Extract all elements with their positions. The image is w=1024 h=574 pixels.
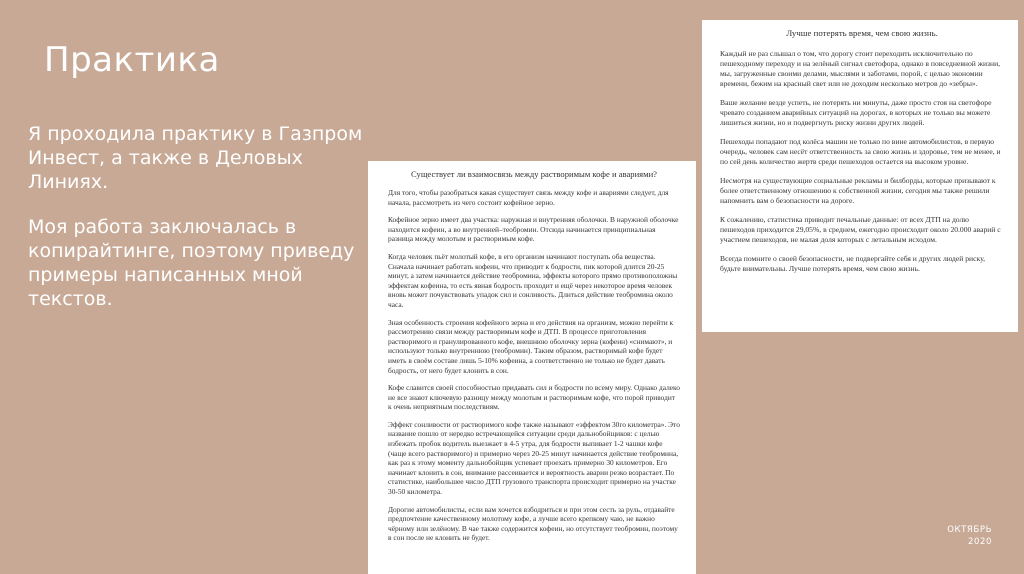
description-text: Моя работа заключалась в копирайтинге, поэтому приведу примеры написанных мной текстов. bbox=[28, 216, 355, 310]
document-right-paragraph: Несмотря на существующие социальные рекламы и билборды, которые призывают к более ответственному отношению к собственной жизни, сегодня мы также решили напомнить вам о безопасности на дороге. bbox=[720, 176, 996, 205]
document-right-title: Лучше потерять время, чем свою жизнь. bbox=[786, 28, 938, 38]
slide-title: Практика bbox=[44, 40, 220, 80]
document-right-paragraph: Пешеходы попадают под колёса машин не только по вине автомобилистов, в первую очередь, человек сам несёт ответственность за свою жизнь и здоровье, тем не менее, и по сей день количество жертв среди пешеходов остается на высоком уровне. bbox=[720, 137, 1001, 166]
document-right-paragraph: К сожалению, статистика приводит печальные данные: от всех ДТП на долю пешеходов приходится 29,05%, в среднем, ежегодно происходит около 20.000 аварий с участием пешеходов, не малая доля которых с летальным исходом. bbox=[720, 215, 1001, 244]
document-left-paragraph: Когда человек пьёт молотый кофе, в его организм начинают поступать оба вещества. Сначала начинает работать кофеин, что приводит к бодрости, пик которой длится 20-25 минут, а затем начинается действие теобромина, эффекты которого прямо противоположны эффектам кофеина, то есть явная бодрость проходит и ещё через некоторое время человек вновь может почувствовать упадок сил и сонливость. Длиться действие теобромина около часа. bbox=[388, 251, 678, 309]
document-left-paragraph: Зная особенность строения кофейного зерна и его действия на организм, можно перейти к рассмотрению связи между растворимым кофе и ДТП. В процессе приготовления растворимого и гранулированного кофе, внешнюю оболочку зерна (кофеин) «снимают», и используют только внутреннюю (теобромин). Таким образом, растворимый кофе будет иметь в своём составе лишь 5-10% кофеина, а соответственно не только не будет давать бодрость, от него будет клонить в сон. bbox=[388, 317, 674, 375]
slide-body bbox=[28, 122, 373, 332]
document-right-paragraph: Ваше желание везде успеть, не потерять ни минуты, даже просто стоя на светофоре чревато созданием аварийных ситуаций на дорогах, в которых не только вы можете лишиться жизни, но и подвергнуть риску жизни других людей. bbox=[720, 98, 992, 127]
intro-text: Я проходила практику в Газпром Инвест, а также в Деловых Линиях. bbox=[28, 123, 363, 193]
document-left-paragraph: Эффект сонливости от растворимого кофе также называют «эффектом 30го километра». Это название пошло от нередко встречающейся ситуации среди дальнобойщиков: с целью избежать пробок водитель выезжает в 4-5 утра, для бодрости выпивает 1-2 чашки кофе (чаще всего растворимого) и примерно через 20-25 минут начинается действие теобромина, как раз к этому моменту дальнобойщик успевает проехать примерно 30 километров. Его начинает клонить в сон, внимание рассеивается и вероятность аварии резко возрастает. По статистике, наибольшее число ДТП грузового транспорта происходит примерно на участке 30-50 километра. bbox=[388, 419, 680, 497]
document-right-paragraph: Всегда помните о своей безопасности, не подвергайте себя и других людей риску, будьте внимательны. Лучше потерять время, чем свою жизнь. bbox=[720, 254, 986, 273]
document-left-paragraph: Дорогие автомобилисты, если вам хочется взбодриться и при этом сесть за руль, отдавайте предпочтение качественному молотому кофе, а лучше всего крепкому чаю, не важно чёрному или зелёному. В чае также содержится кофеин, но отсутствует теобромин, поэтому в сон после не клонить не будет. bbox=[388, 504, 678, 543]
document-left-title: Существует ли взаимосвязь между растворимым кофе и авариями? bbox=[411, 169, 657, 179]
document-right-page bbox=[702, 20, 1018, 332]
document-right-paragraph: Каждый не раз слышал о том, что дорогу стоит переходить исключительно по пешеходному переходу и на зелёный сигнал светофора, однако в повседневной жизни, мы, загруженные своими делами, мыслями и заботами, порой, с целью экономии времени, бежим на красный свет или не доходим несколько метров до «зебры». bbox=[720, 49, 1001, 88]
slide-footer-date bbox=[947, 524, 992, 548]
document-left-paragraph: Кофе славится своей способностью придавать сил и бодрости по всему миру. Однако далеко не все знают ключевую разницу между молотым и растворимым кофе, что порой приводит к очень неприятным последствиям. bbox=[388, 383, 680, 412]
document-left-page bbox=[368, 161, 696, 574]
footer-year: 2020 bbox=[967, 537, 992, 547]
document-left-paragraph: Кофейное зерно имеет два участка: наружная и внутренняя оболочки. В наружной оболочке находится кофеин, а во внутренней–теобромин. Отсюда начинается принципиальная разница между молотым и растворимым кофе. bbox=[388, 215, 679, 244]
footer-month: ОКТЯБРЬ bbox=[947, 525, 992, 535]
document-left-paragraph: Для того, чтобы разобраться какая существует связь между кофе и авариями следует, для начала, рассмотреть из чего состоит кофейное зерно. bbox=[388, 188, 669, 207]
